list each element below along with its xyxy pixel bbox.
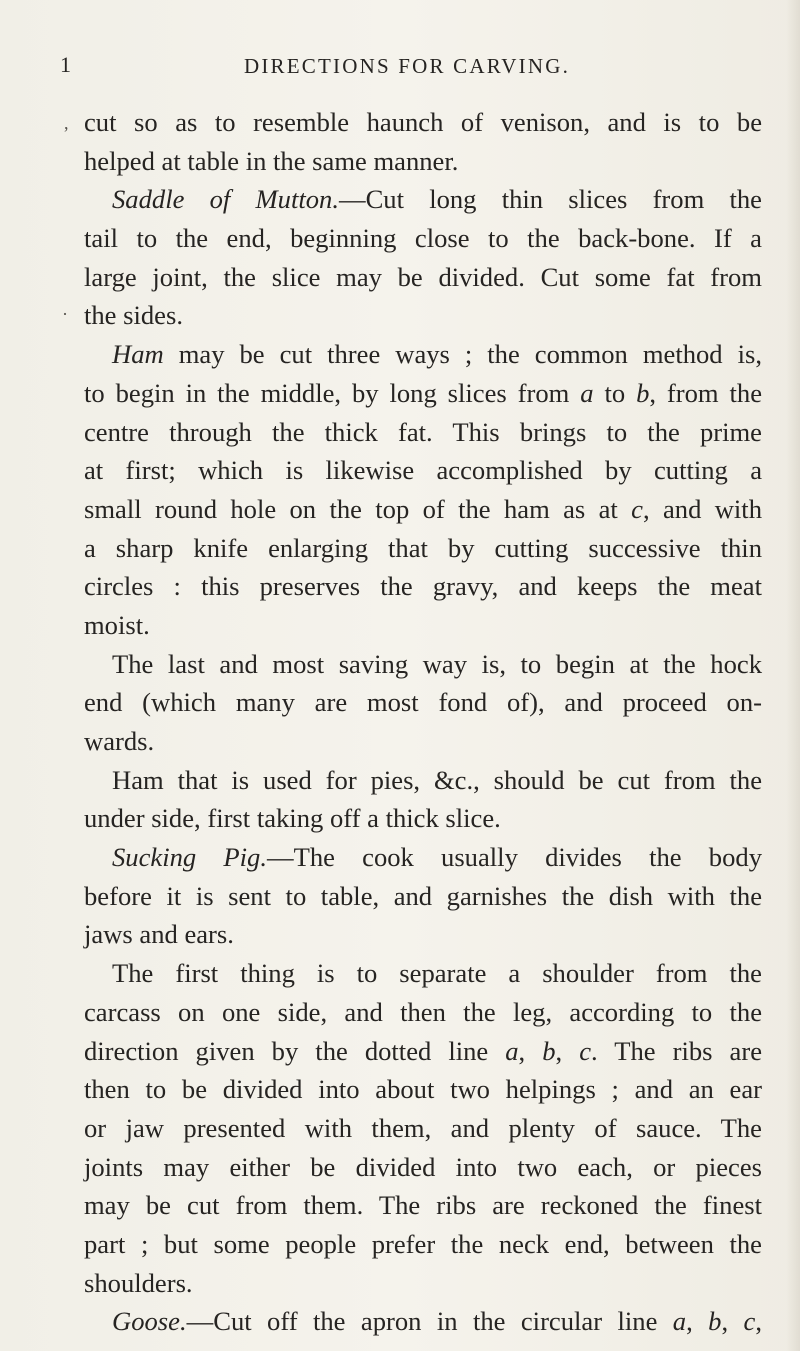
text-line: Goose.—Cut off the apron in the circular line a, b, c, bbox=[112, 1306, 763, 1337]
page-number: 1 bbox=[60, 52, 72, 77]
heading-ham: Ham bbox=[112, 339, 164, 370]
text-line: Ham may be cut three ways ; the common method is, bbox=[112, 339, 762, 370]
text-line: may be cut from them. The ribs are reckoned the finest bbox=[84, 1190, 762, 1221]
text-line: moist. bbox=[84, 609, 150, 640]
text-line: at first; which is likewise accomplished by cutting a bbox=[84, 455, 762, 486]
text-line: centre through the thick fat. This brings to the prime bbox=[84, 416, 762, 447]
print-speck: , bbox=[64, 113, 69, 133]
text-line: small round hole on the top of the ham as at c, and with bbox=[84, 493, 762, 524]
heading-saddle-of-mutton: Saddle of Mutton. bbox=[112, 184, 339, 215]
text-line: circles : this preserves the gravy, and keeps the meat bbox=[84, 571, 762, 602]
text-line: joints may either be divided into two each, or pieces bbox=[84, 1151, 762, 1182]
text-line: to begin in the middle, by long slices from a to b, from the bbox=[84, 377, 763, 408]
text-line: The first thing is to separate a shoulder from the bbox=[112, 958, 762, 989]
text-line: helped at table in the same manner. bbox=[84, 145, 459, 176]
text-line: Sucking Pig.—The cook usually divides the body bbox=[112, 842, 762, 873]
text-line: carcass on one side, and then the leg, according to the bbox=[84, 996, 762, 1027]
running-head: DIRECTIONS FOR CARVING. bbox=[244, 54, 571, 78]
text-line: cut so as to resemble haunch of venison, and is to be bbox=[84, 107, 762, 137]
heading-goose: Goose. bbox=[112, 1306, 187, 1337]
text-line: wards. bbox=[84, 726, 155, 756]
text-line: jaws and ears. bbox=[84, 919, 234, 950]
text-line: The last and most saving way is, to begin at the hock bbox=[112, 648, 762, 679]
text-line: a sharp knife enlarging that by cutting successive thin bbox=[84, 532, 762, 563]
body-text bbox=[84, 103, 762, 1341]
text-line: then to be divided into about two helpings ; and an ear bbox=[84, 1074, 762, 1105]
text-line: before it is sent to table, and garnishes the dish with the bbox=[84, 880, 762, 911]
page-header bbox=[60, 52, 740, 82]
text-line: Ham that is used for pies, &c., should be cut from the bbox=[112, 764, 762, 795]
page-edge-shadow bbox=[786, 0, 800, 1351]
print-speck: · bbox=[62, 304, 68, 324]
text-line: part ; but some people prefer the neck end, between the bbox=[84, 1228, 762, 1259]
text-line: direction given by the dotted line a, b, c. The ribs are bbox=[84, 1035, 763, 1066]
text-line: shoulders. bbox=[84, 1267, 193, 1298]
heading-sucking-pig: Sucking Pig. bbox=[112, 842, 267, 873]
text-line: under side, first taking off a thick slice. bbox=[84, 803, 501, 834]
text-line: Saddle of Mutton.—Cut long thin slices from the bbox=[112, 184, 762, 215]
text-line: large joint, the slice may be divided. Cut some fat from bbox=[84, 261, 762, 292]
text-line: end (which many are most fond of), and proceed on- bbox=[84, 687, 762, 718]
text-line: the sides. bbox=[84, 300, 183, 331]
text-line: or jaw presented with them, and plenty of sauce. The bbox=[84, 1112, 762, 1143]
text-line: tail to the end, beginning close to the back-bone. If a bbox=[84, 223, 762, 254]
